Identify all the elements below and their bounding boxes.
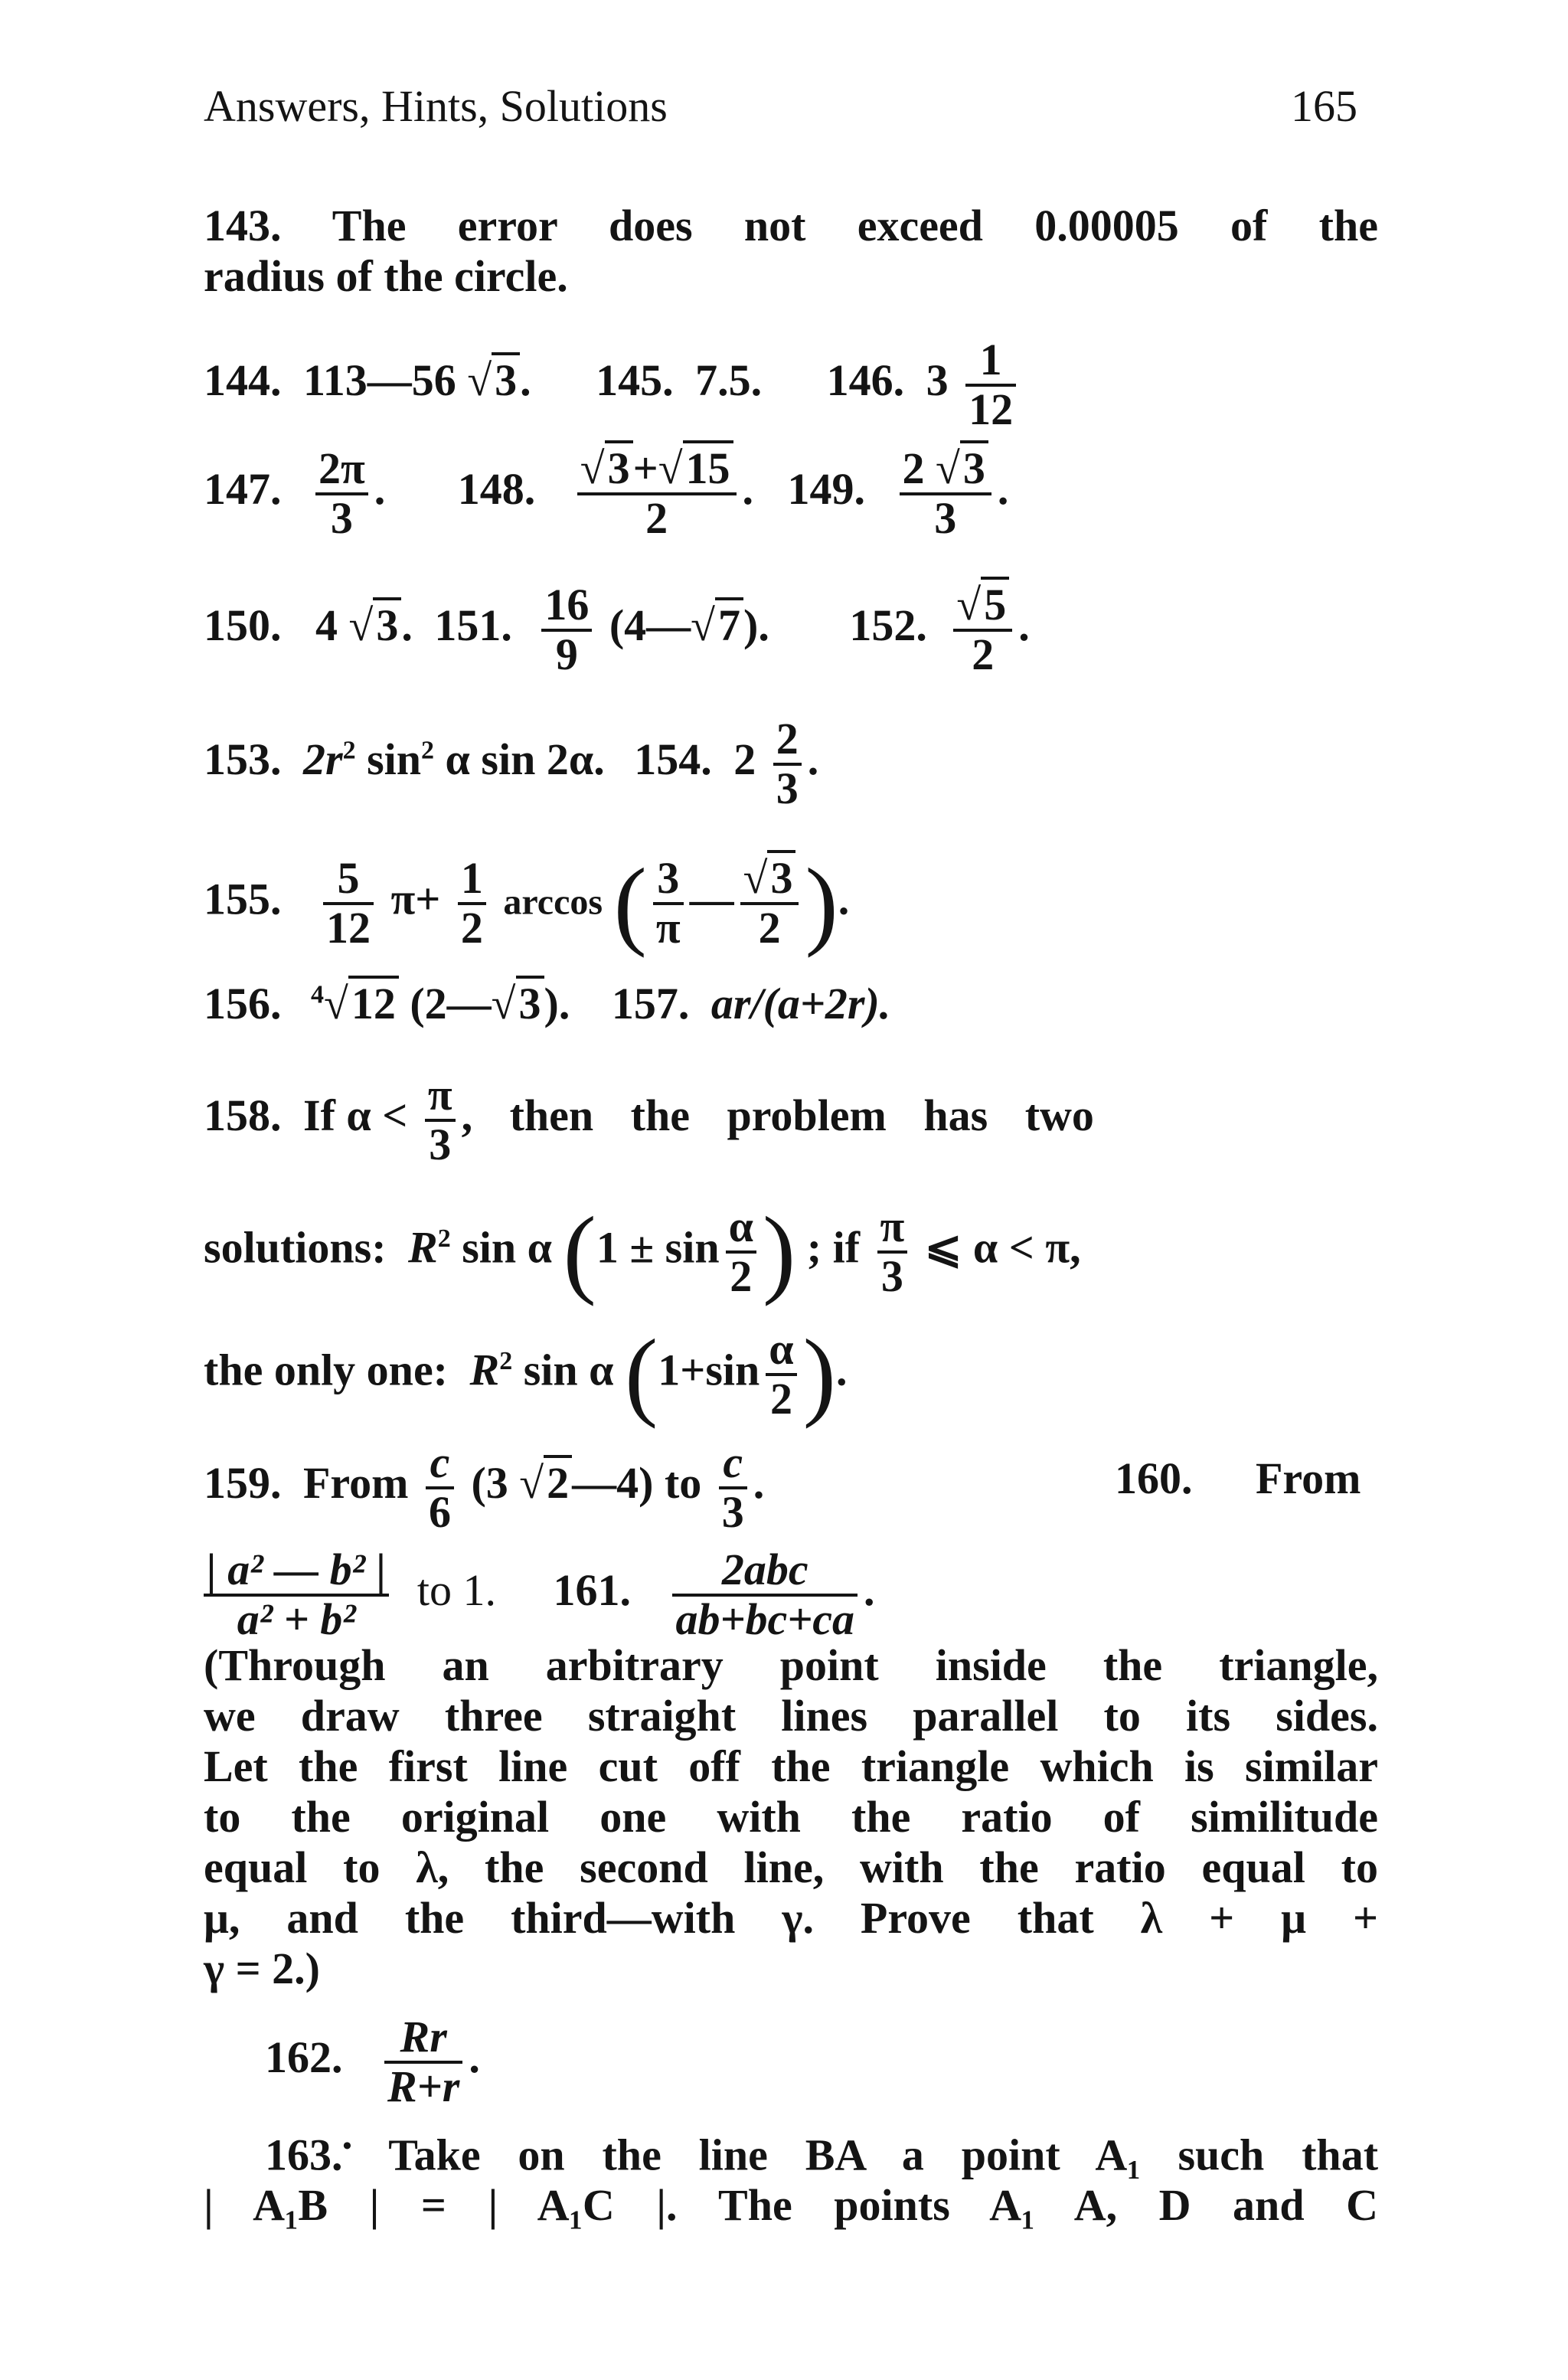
answers-147-149: 147. $\frac{2\pi}{3}$ . 148. $\frac{√3+√15}{2}$ . 149. $\frac{2 √3}{3}$ .: [204, 446, 1008, 542]
fraction: $\frac{\text{| a² — b² |}}{\text{a² + b²}}$: [204, 1547, 389, 1643]
fraction: $\frac{Rr}{R+r}$: [384, 2014, 462, 2110]
fraction: $\frac{16}{9}$: [541, 582, 592, 678]
problem-number: 147.: [204, 464, 282, 515]
answer-145: 7.5.: [695, 355, 763, 406]
problem-number: 157.: [611, 979, 690, 1028]
star-mark: •: [342, 2132, 352, 2160]
fraction: $\frac{2\pi}{3}$: [315, 446, 368, 542]
answer-158-line3: the only one: $R^2$ sin α (1+sin $\frac{\alpha}{2}$ ).: [204, 1319, 848, 1430]
answer-144: 113—56 √3.: [303, 355, 542, 405]
fraction: $\frac{√3+√15}{2}$: [577, 446, 737, 542]
problem-number: 148.: [457, 464, 536, 515]
problem-number: 146.: [826, 355, 905, 406]
problem-number: 153.: [204, 734, 282, 785]
answer-150: 4 √3.: [315, 600, 413, 650]
fraction: $\frac{\text{2abc}}{ab+bc+ca}$: [672, 1547, 858, 1643]
problem-number: 161.: [553, 1565, 631, 1616]
problem-number: 158.: [204, 1090, 282, 1141]
answers-156-157: [204, 979, 891, 1028]
fraction: $\frac{2}{3}$: [773, 716, 802, 812]
fraction: $\frac{2 √3}{3}$: [900, 446, 991, 542]
answer-158-line1: 158. If α < $\frac{\pi}{3}$ , then the problem has two: [204, 1070, 1094, 1169]
answer-155: 155. $\frac{5}{12}$ π+ $\frac{1}{2}$ arccos ( $\frac{3}{\pi}$ — $\frac{√3}{2}$ ).: [204, 848, 850, 959]
problem-number: 156.: [204, 979, 282, 1028]
answers-153-154: 153. $2r^2$ $\sin^2 \alpha$ sin 2α. 154. 2 $\frac{2}{3}$ .: [204, 714, 819, 813]
problem-143: [204, 201, 1378, 302]
running-header-title: Answers, Hints, Solutions: [204, 81, 668, 131]
problem-163: 163.• Take on the line BA a point A₁ such that | A₁B | = | A₁C |. The points A₁ A, D and C: [204, 2130, 1379, 2231]
problem-number: 145.: [596, 355, 674, 406]
problem-number: 154.: [634, 734, 712, 785]
answers-144-146: [204, 337, 1022, 433]
problem-number: 150.: [204, 600, 282, 651]
problem-number: 155.: [204, 874, 282, 924]
answer-158-line2: solutions: $R^2$ sin α (1 ± sin $\frac{\alpha}{2}$ ) ; if $\frac{\pi}{3}$ ⩽ α < π,: [204, 1197, 1081, 1307]
answers-160-161: $\frac{\text{| a² — b² |}}{\text{a² + b²}}$ to 1. 161. $\frac{\text{2abc}}{ab+bc+ca}$ .: [204, 1547, 875, 1643]
problem-number: 162.: [265, 2032, 343, 2083]
answer-157: ar/(a+2r).: [710, 979, 891, 1028]
fraction: $\frac{√5}{2}$: [953, 582, 1012, 678]
answer-153: $2r^2$ $\sin^2 \alpha$ sin 2α.: [303, 734, 605, 785]
answers-150-152: 150. 4 √3. 151. $\frac{16}{9}$ (4—√7). 152. $\frac{√5}{2}$ .: [204, 582, 1030, 678]
answer-text: The error does not exceed 0.00005 of the: [332, 201, 1378, 250]
answers-159-160: 159. From $\frac{c}{6}$ (3 √2—4) to $\frac{c}{3}$ . 160. From: [204, 1437, 1361, 1537]
problem-number: 143.: [204, 201, 282, 250]
problem-number: 151.: [434, 600, 512, 651]
fraction: $\frac{1}{12}$: [965, 337, 1016, 433]
answer-162: 162. $\frac{Rr}{R+r}$ .: [265, 2012, 480, 2111]
answer-156: $^4$√12 (2—√3).: [311, 979, 581, 1028]
sqrt-sign: √3: [467, 358, 520, 403]
running-header: [204, 81, 668, 131]
problem-number: 159.: [204, 1458, 282, 1509]
problem-number: 163.: [265, 2130, 343, 2180]
answer-146: 3 $\frac{1}{12}$: [926, 355, 1023, 405]
hint-161: (Through an arbitrary point inside the triangle, we draw three straight lines parallel to its sides. Let the first line cut off the triangle which is similar to the original one with the ratio of similitude equal to λ, the second line, with the ratio equal to μ, and the third—with γ. Prove that λ + μ + γ = 2.): [204, 1640, 1378, 1993]
problem-number: 144.: [204, 355, 282, 406]
problem-number: 152.: [849, 600, 927, 651]
problem-number: 160.: [1115, 1453, 1193, 1503]
problem-number: 149.: [787, 464, 866, 515]
page-number: 165: [1291, 81, 1357, 131]
answer-text-cont: radius of the circle.: [204, 251, 568, 301]
